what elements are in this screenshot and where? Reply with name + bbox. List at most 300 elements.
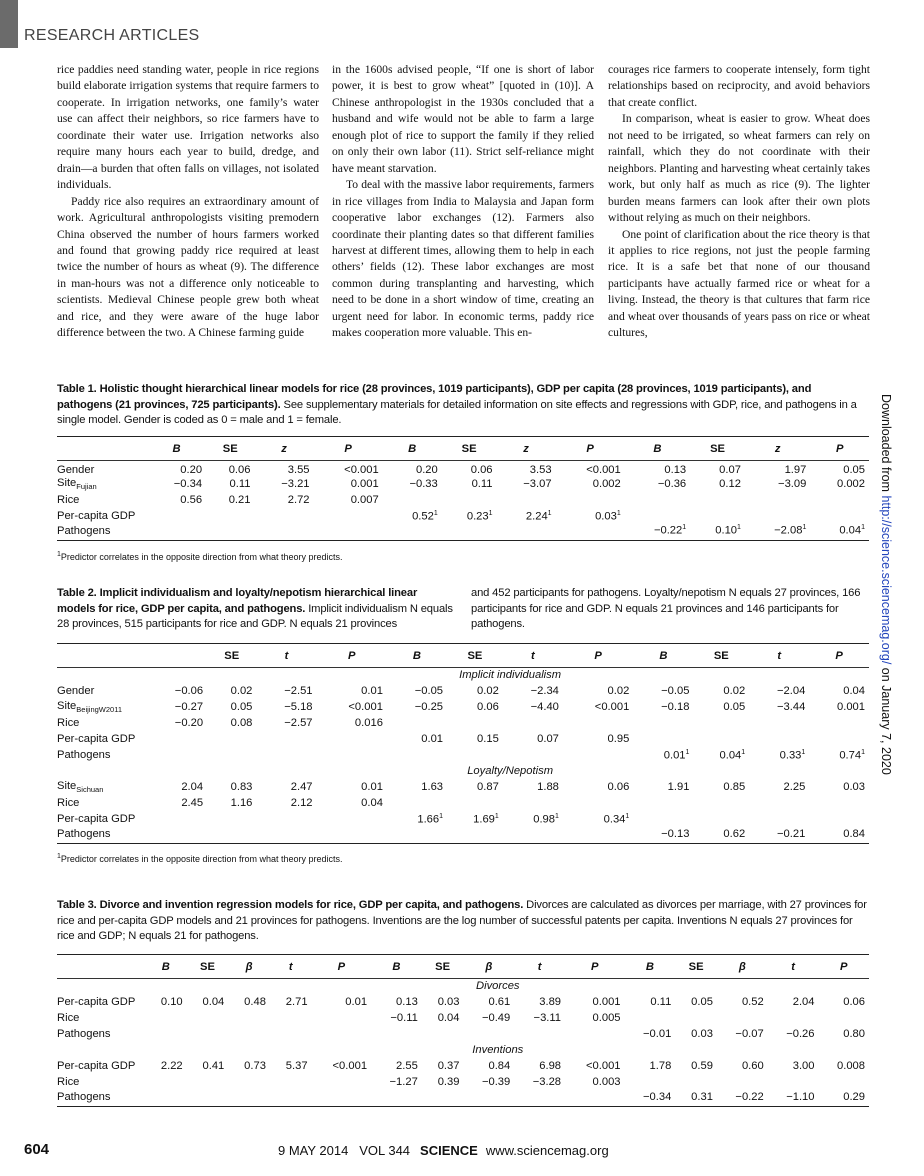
footnote-marker: 1 [494,812,499,820]
table-cell [256,747,316,763]
table-cell: 0.05 [843,463,865,476]
column-header: B [633,645,693,667]
table1-top-rule [57,436,869,437]
table-cell: 0.60 [741,1060,764,1072]
table1-title: Table 1. Holistic thought hierarchical linear models for rice (28 provinces, 1019 participants), GDP per capita (28 provinces, 1019 participants), and pathogens (21 provinces, 725 participants). [57,383,812,411]
table-cell [819,1074,870,1090]
table-cell: 0.01$^1$ [663,748,690,762]
table-row [57,1010,869,1026]
table-cell: 0.05 [723,701,746,713]
table-cell: <0.001 [585,1060,621,1072]
table-cell [809,715,869,731]
table-cell [387,747,447,763]
table-cell: 0.04 [843,685,865,697]
table-cell: 2.55 [396,1060,418,1072]
table-cell [422,1090,464,1106]
table-cell: 2.47 [290,781,313,793]
table-cell [556,492,625,508]
table-cell: 0.13 [396,996,418,1008]
table-cell [447,827,503,843]
table-cell: 0.008 [837,1060,865,1072]
column-header: SE [690,438,745,460]
table-cell: 0.48 [244,996,266,1008]
table-cell [633,715,693,731]
column-header: P [314,438,383,460]
table-cell [625,492,690,508]
column-header: t [768,956,819,978]
column-header: t [256,645,316,667]
table-cell: 0.04 [361,797,383,809]
table-cell [207,731,256,747]
table-cell: $-0.22^1$ [625,524,690,540]
table-cell: 2.24$^1$ [525,509,552,523]
row-label: Per-capita GDP [57,813,136,825]
column-header: t [270,956,312,978]
table-cell: 0.05 [230,701,253,713]
row-label: Gender [57,463,95,476]
table-cell: 0.04 [202,996,225,1008]
footnote-marker: 1 [439,812,444,820]
header-row [57,956,869,978]
table-cell: −5.18 [284,701,313,713]
table2 [57,645,869,844]
table-cell: 0.06 [470,463,493,476]
footnote-marker: 1 [682,524,687,532]
table-cell: 0.20 [180,463,203,476]
table-cell [693,795,749,811]
table-cell: −1.10 [768,1090,819,1106]
table-cell [270,1074,312,1090]
table-cell [312,1026,371,1042]
table-cell: 0.01 [361,685,383,697]
group-label: Loyalty/Nepotism [467,765,554,777]
table-cell [749,731,809,747]
table-cell [187,1010,229,1026]
table-cell [312,1074,371,1090]
paragraph: Paddy rice also requires an extraordinary amount of work. Agricultural anthropologists visiting premodern China observed the number of hours farmers worked and found that growing paddy rice required at least twice the number of hours as wheat (9). The difference in man-hours was not a difference only noticeable to scientists. Medieval Chinese people grew both wheat and rice, and they were aware of the huge labor difference between the two. A Chinese farming guide [57,194,319,340]
row-label: Per-capita GDP [57,996,136,1008]
download-link[interactable]: http://science.sciencemag.org/ [879,495,893,665]
column-header: P [810,438,869,460]
download-notice: Downloaded from http://science.sciencemag.org/ on January 7, 2020 [879,394,893,775]
table-cell: 0.15 [477,733,499,745]
table-cell [317,811,387,827]
table-cell: −1.27 [389,1076,418,1088]
table-cell: 0.62 [693,827,749,843]
table-cell: 0.06 [477,701,499,713]
paragraph: One point of clarification about the rice theory is that it applies to rice regions, not just the people farming rice. It is a safe bet that none of our thousand participants have actually farmed rice or wheat for a living. Instead, the theory is that cultures that farm rice and wheat over thousands of years pass on rice or wheat cultures, [608,227,870,340]
table-cell [447,715,503,731]
footnote-marker: 1 [555,812,559,820]
table-row [57,811,869,827]
table-cell: 0.03$^1$ [595,509,621,523]
table-cell [809,811,869,827]
table-cell: 0.06 [843,996,865,1008]
table-cell [387,795,447,811]
footnote-marker: 1 [801,748,806,756]
table-cell: 0.29 [819,1090,870,1106]
table-cell: 0.002 [837,478,865,490]
table-cell: −0.18 [661,701,690,713]
footnote-marker: 1 [802,524,807,532]
table-cell: 0.21 [228,494,251,506]
section-header: RESEARCH ARTICLES [24,27,200,44]
table-cell: −3.11 [533,1012,562,1024]
footnote-marker: 1 [433,509,438,517]
table-cell [693,731,749,747]
table-cell: −0.22 [717,1090,768,1106]
row-label: Pathogens [57,1090,145,1106]
table1-caption [57,382,869,429]
table-cell: 0.10 [160,996,183,1008]
footnote-marker: 1 [625,812,630,820]
table-cell: −0.07 [735,1028,764,1040]
table-cell [749,795,809,811]
header-row [57,438,869,460]
table-cell: <0.001 [344,463,379,476]
table-cell [145,1026,187,1042]
site-subscript: BeijingW2011 [76,705,123,715]
table-cell [145,1010,187,1026]
table-row [57,994,869,1010]
row-label: Pathogens [57,749,111,761]
table-cell [207,827,256,843]
table-cell: 0.11 [650,996,672,1008]
table-cell: 2.45 [181,797,204,809]
table-cell: 1.91 [667,781,690,793]
table-cell: 0.07 [719,463,741,476]
table-cell [254,524,313,540]
row-label: Pathogens [57,1028,111,1040]
footnote-marker: 1 [737,524,741,532]
header-row [57,645,869,667]
table2-caption [57,586,457,633]
table-cell: 0.001 [837,701,865,713]
table-cell: 0.84 [809,827,869,843]
table-cell [256,731,316,747]
column-header: SE [693,645,749,667]
column-header: P [819,956,870,978]
table-cell [749,715,809,731]
column-header: β [717,956,768,978]
table-cell: 3.53 [529,463,552,476]
group-row [57,667,869,683]
table-cell: −0.13 [633,827,693,843]
table-cell: 2.22 [160,1060,183,1072]
table2-caption-continued: and 452 participants for pathogens. Loyalty/nepotism N equals 27 provinces, 166 participants for rice and GDP. N equals 21 provinces and 146 participants for pathogens. [471,587,861,631]
table-cell: −0.34 [625,1090,676,1106]
group-row [57,763,869,779]
journal-name: SCIENCE [420,1143,478,1158]
table-cell [147,811,207,827]
column-header: B [387,645,447,667]
group-label: Inventions [472,1044,524,1056]
table-cell: 0.01 [361,781,383,793]
table-cell: −0.20 [174,717,204,729]
table-cell: 1.88 [537,781,559,793]
table-cell: 0.04$^1$ [810,524,869,540]
table-cell: 0.06 [607,781,630,793]
table-cell [383,492,442,508]
table-cell: −0.34 [173,478,203,490]
table-cell: 2.04 [792,996,815,1008]
table-cell [810,492,869,508]
table-row [57,699,869,715]
row-label: Rice [57,1012,80,1024]
column-header: SE [187,956,229,978]
table-row [57,779,869,795]
table-cell [187,1026,229,1042]
table-cell: 0.06 [228,463,251,476]
table-cell: −0.11 [390,1012,418,1024]
column-header: P [563,645,633,667]
row-label: Site$_{BeijingW2011}$ [57,699,123,715]
table-cell [270,1090,312,1106]
table-cell [317,731,387,747]
table-cell [387,827,447,843]
table-row [57,492,869,508]
section-marker-bar [0,0,18,48]
table-cell: −0.21 [749,827,809,843]
table-cell [690,492,745,508]
table-cell: 2.12 [290,797,313,809]
table-cell: 2.25 [783,781,806,793]
table-cell [625,508,690,524]
table-cell: −3.28 [532,1076,562,1088]
table-cell: −0.06 [174,685,204,697]
table2-footnote: $^1$Predictor correlates in the opposite direction from what theory predicts. [57,853,343,864]
column-header: SE [207,645,256,667]
table-cell [228,1026,270,1042]
table-cell: 0.001 [350,478,379,490]
table-cell: 0.02 [607,685,630,697]
table-cell: 0.04$^1$ [719,748,746,762]
table-cell: 0.84 [488,1060,511,1072]
table-row [57,1074,869,1090]
row-label: Site$_{Fujian}$ [57,476,97,492]
row-label: Rice [57,494,80,506]
row-label: Pathogens [57,827,147,843]
table-cell [633,795,693,811]
column-header: t [503,645,563,667]
paragraph: To deal with the massive labor requirements, farmers in rice villages from India to Malaysia and Japan form cooperative labor exchanges (12). Farmers also coordinate their planting dates so that different families harvest at different times, allowing them to help in each others’ fields (12). These labor exchanges are most common during transplanting and harvesting, which need to be done in a short window of time, creating an urgent need for labor. In economic terms, paddy rice makes cooperation more valuable. This en- [332,178,594,340]
table-cell: 0.80 [843,1028,865,1040]
table2-description: Implicit individualism N equals 28 provinces, 515 participants for rice and GDP. N equals 21 provinces [57,602,453,631]
table-cell: 3.55 [287,463,310,476]
table-cell: 0.31 [675,1090,717,1106]
footnote-marker: 1 [685,748,690,756]
table-cell: 0.87 [477,781,499,793]
table-cell: 0.23$^1$ [466,509,493,523]
column-header: SE [675,956,717,978]
table-cell [768,1074,819,1090]
table-cell [387,715,447,731]
table-cell: 0.001 [592,996,621,1008]
table-cell: 0.01 [345,996,368,1008]
table-cell: −4.40 [530,701,559,713]
table3 [57,956,869,1107]
site-subscript: Fujian [76,482,97,492]
table-cell: 0.03 [437,996,460,1008]
paragraph: In comparison, wheat is easier to grow. Wheat does not need to be irrigated, so wheat farmers can rely on rainfall, which they do not coordinate with their neighbors. Planting and harvesting wheat certainly takes work, but only half as much as rice (9). The lighter burden means farmers can look after their own plots without relying as much on their neighbors. [608,112,870,225]
table3-title: Table 3. Divorce and invention regression models for rice, GDP per capita, and pathogens. [57,899,524,911]
column-header: SE [206,438,254,460]
page-number: 604 [24,1141,50,1158]
column-header: SE [422,956,464,978]
table3-description: Divorces are calculated as divorces per marriage, with 27 provinces for rice and per-capita GDP models and 21 provinces for pathogens. Inventions are the log number of successful patents per capita. Inventions N equals 27 provinces for rice and GDP; N equals 21 for pathogens. [57,899,867,943]
table-cell [228,1010,270,1026]
table-row [57,1026,869,1042]
table-cell: −0.01 [642,1028,672,1040]
column-header: t [749,645,809,667]
paragraph: rice paddies need standing water, people in rice regions build elaborate irrigation systems that require farmers to cooperate. In irrigation networks, one family’s water use can affect their neighbors, so rice farmers have to coordinate their water use. Irrigation networks also require many hours each year to build, dredge, and drain—a burden that often falls on villages, not isolated individuals. [57,63,319,192]
table-cell [503,715,563,731]
table-cell [147,524,206,540]
table-cell [147,747,207,763]
table-cell: 1.63 [421,781,444,793]
table-cell: 0.13 [664,463,687,476]
table-cell [270,1010,312,1026]
column-header: z [745,438,810,460]
row-label: Rice [57,1076,80,1088]
table-cell: 3.00 [792,1060,815,1072]
table-cell [563,795,633,811]
table-cell: −0.25 [414,701,444,713]
table-row [57,795,869,811]
table-row [57,731,869,747]
table-cell: −0.36 [657,478,687,490]
table-cell: −0.26 [786,1028,815,1040]
table-cell [690,508,745,524]
table-cell: 0.03 [691,1028,713,1040]
table-cell [514,1090,565,1106]
table-cell [442,524,497,540]
table3-caption [57,898,869,945]
table-cell: 0.41 [202,1060,225,1072]
table-cell [314,508,383,524]
column-header: B [371,956,422,978]
table-cell [717,1074,768,1090]
table-cell [314,524,383,540]
table-cell [819,1010,870,1026]
table-cell: <0.001 [348,701,383,713]
table-cell [745,492,810,508]
table-cell [503,747,563,763]
table-cell [312,1090,371,1106]
table-cell [633,811,693,827]
table-cell [317,827,387,843]
table-cell [270,1026,312,1042]
table-cell: 0.52$^1$ [412,509,438,523]
table-cell [442,492,497,508]
row-label: Rice [57,717,80,729]
footnote-marker: 1 [861,524,865,532]
footnote-marker: 1 [547,509,552,517]
table-cell: −0.27 [174,701,204,713]
table-cell [625,1010,676,1026]
table-cell [563,747,633,763]
table-cell [207,747,256,763]
table-cell: 0.85 [723,781,746,793]
column-header [147,645,207,667]
table-row [57,683,869,699]
table-cell [463,1026,514,1042]
table-cell: 0.005 [592,1012,621,1024]
table-cell: −3.44 [776,701,806,713]
table-cell: −0.05 [661,685,690,697]
site-subscript: Sichuan [76,785,104,795]
group-label: Implicit individualism [459,669,562,682]
column-header: P [556,438,625,460]
row-label: Pathogens [57,524,147,540]
footnote-marker: 1 [488,509,493,517]
table-cell: 0.39 [437,1076,460,1088]
footnote-marker: 1 [741,748,746,756]
table-cell: 2.04 [181,781,204,793]
table-cell: 0.002 [592,478,621,490]
table-cell: 5.37 [285,1060,308,1072]
table-cell: 0.02 [230,685,253,697]
row-label: Rice [57,797,80,809]
table-cell [563,715,633,731]
table-cell [514,1026,565,1042]
table-cell: 0.02 [723,685,746,697]
table-cell [565,1026,624,1042]
table-cell [228,1074,270,1090]
table-cell: 6.98 [539,1060,562,1072]
table-cell: 0.01 [421,733,444,745]
column-header [57,438,147,460]
table-cell: 0.007 [350,494,379,506]
column-header: B [625,956,676,978]
paragraph: courages rice farmers to cooperate intensely, form tight relationships based on reciprocity, and avoid behaviors that create conflict. [608,63,870,109]
row-label: Per-capita GDP [57,510,136,522]
column-header: z [497,438,556,460]
table-cell [693,811,749,827]
table-row [57,508,869,524]
table-cell: 0.08 [230,717,253,729]
table-cell: 1.66$^1$ [417,812,444,826]
table-cell: −2.34 [530,685,559,697]
table-row [57,715,869,731]
group-row [57,978,869,994]
table-cell: −2.51 [284,685,313,697]
table-cell: −0.05 [414,685,444,697]
table-cell: 0.04 [437,1012,460,1024]
table-cell [256,827,316,843]
table-cell [745,508,810,524]
table-cell: 0.98$^1$ [533,812,559,826]
table-cell: 0.12 [719,478,741,490]
row-label: Per-capita GDP [57,733,136,745]
column-header: P [809,645,869,667]
table-cell [463,1090,514,1106]
table2-title: Table 2. Implicit individualism and loyalty/nepotism hierarchical linear models for rice, GDP per capita, and pathogens. [57,587,418,615]
table-cell [447,795,503,811]
table-cell: 0.07 [537,733,559,745]
table-cell [693,715,749,731]
row-label: Site$_{Sichuan}$ [57,779,104,795]
table-cell [145,1090,187,1106]
table-cell [228,1090,270,1106]
column-header: SE [442,438,497,460]
table-cell [206,524,254,540]
table-cell [187,1090,229,1106]
table-cell: −0.33 [409,478,438,490]
table-cell [717,1010,768,1026]
table-cell [207,811,256,827]
table-cell: 0.56 [180,494,203,506]
